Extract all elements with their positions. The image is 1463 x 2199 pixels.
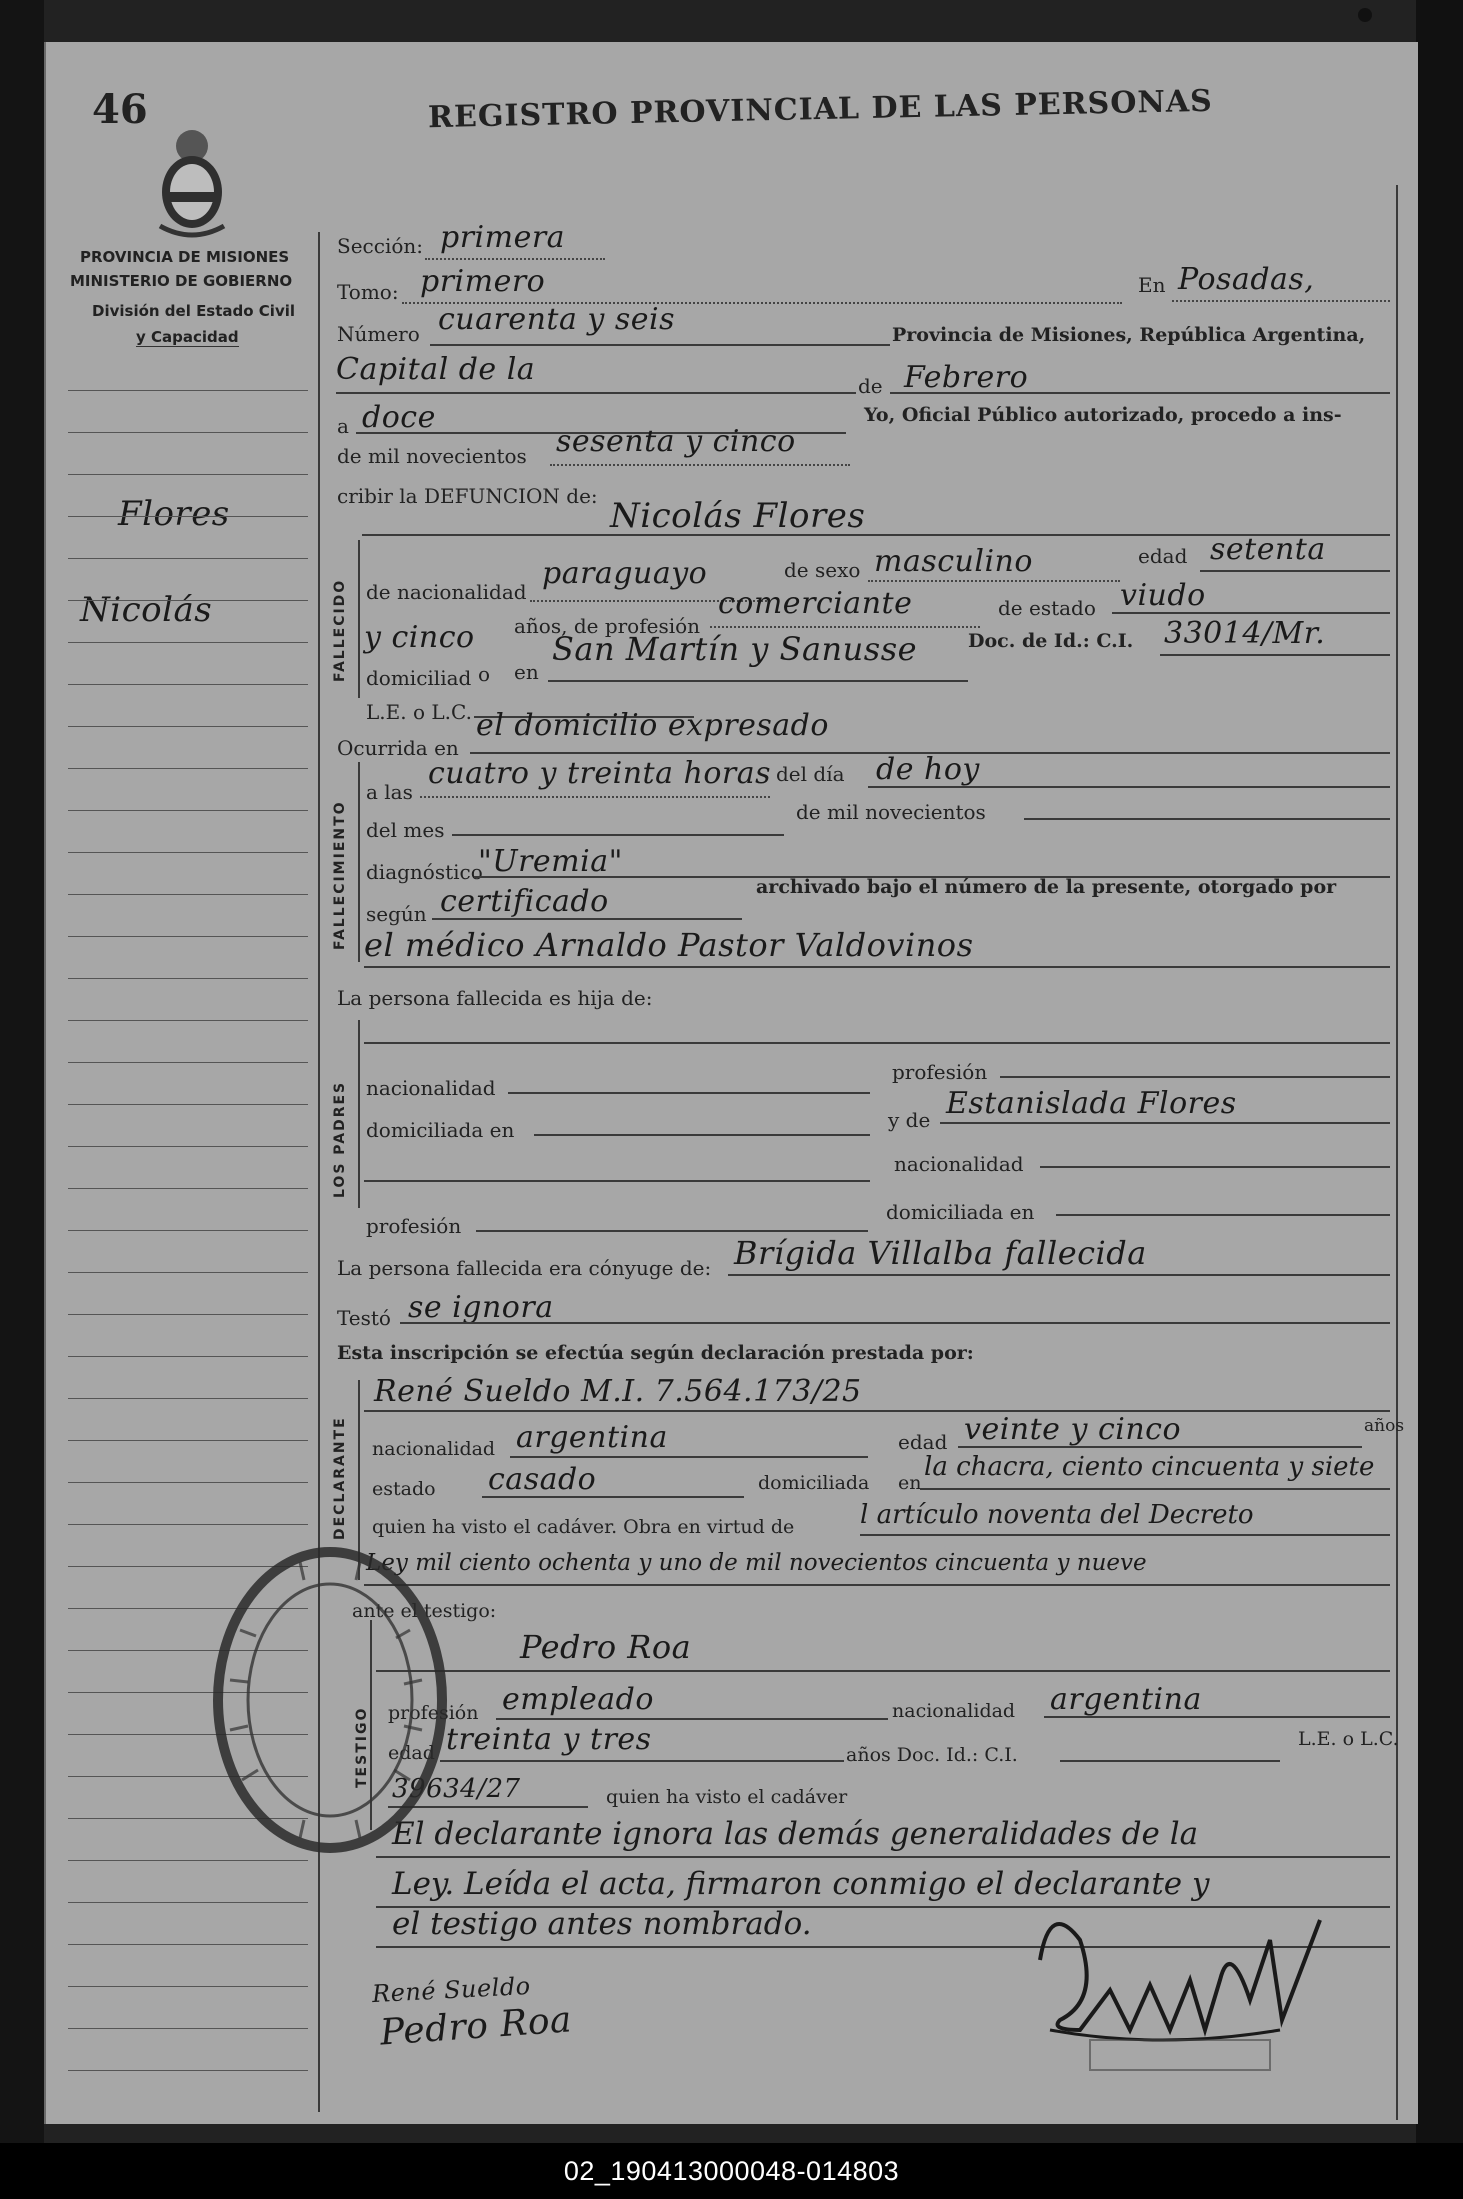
testigo-side-label: TESTIGO (354, 1706, 370, 1788)
test-le-lc-label: L.E. o L.C. (1298, 1728, 1399, 1750)
medico-value: el médico Arnaldo Pastor Valdovinos (364, 926, 974, 964)
testo-label: Testó (337, 1306, 391, 1330)
margin-ruled-line (68, 978, 308, 979)
margin-ruled-line (68, 600, 308, 601)
decl-nacionalidad-value: argentina (516, 1420, 668, 1455)
margin-ruled-line (68, 558, 308, 559)
en-label: En (1138, 273, 1166, 297)
edad-line (1200, 570, 1390, 572)
page-number: 46 (92, 86, 148, 133)
margin-ruled-line (68, 1062, 308, 1063)
tomo-label: Tomo: (337, 280, 399, 304)
margin-ruled-line (68, 852, 308, 853)
capital-value: Capital de la (336, 352, 536, 387)
margin-ruled-line (68, 1188, 308, 1189)
numero-label: Número (337, 322, 420, 346)
fallecimiento-side-label: FALLECIMIENTO (332, 800, 348, 950)
edad-label: edad (1138, 544, 1188, 568)
margin-surname: Flores (118, 494, 230, 534)
test-edad-line (440, 1760, 844, 1762)
margin-given-name: Nicolás (80, 590, 213, 630)
doc-line (1160, 654, 1390, 656)
binding-hole (1358, 8, 1372, 22)
decl-estado-value: casado (488, 1462, 597, 1497)
segun-label: según (366, 902, 427, 926)
doc-value: 33014/Mr. (1164, 616, 1326, 651)
del-mes-line (452, 834, 784, 836)
padres-section-bar (358, 1020, 360, 1208)
nacionalidad-value: paraguayo (542, 556, 708, 591)
test-edad-value: treinta y tres (446, 1722, 652, 1757)
closing-line-2: Ley. Leída el acta, firmaron conmigo el declarante y (392, 1866, 1210, 1902)
provincia-text: Provincia de Misiones, República Argentina, (892, 324, 1366, 346)
madre-domiciliada-label: domiciliada en (886, 1200, 1035, 1224)
test-visto-text: quien ha visto el cadáver (606, 1786, 848, 1808)
madre-nacionalidad-line (1040, 1166, 1390, 1168)
test-nacionalidad-label: nacionalidad (892, 1700, 1016, 1722)
a-las-label: a las (366, 780, 413, 804)
y-de-label: y de (888, 1108, 931, 1132)
anio-value: sesenta y cinco (556, 424, 796, 459)
decl-edad-value: veinte y cinco (964, 1412, 1182, 1447)
decl-domiciliada-label: domiciliada (758, 1472, 870, 1494)
mil-novecientos-2-line (1024, 818, 1390, 820)
madre-domiciliada-line (1056, 1214, 1390, 1216)
decl-domicilio-value: la chacra, ciento cincuenta y siete (924, 1452, 1375, 1482)
numero-value: cuarenta y seis (438, 302, 676, 337)
en-value: Posadas, (1178, 262, 1315, 297)
margin-ruled-line (68, 1944, 308, 1945)
seccion-value: primera (440, 220, 566, 255)
margin-ruled-line (68, 1230, 308, 1231)
padres-profesion-2-label: profesión (366, 1214, 462, 1238)
decl-edad-label: edad (898, 1430, 948, 1454)
edad-value: setenta (1210, 532, 1326, 567)
margin-ruled-line (68, 390, 308, 391)
fallecido-section-bar (358, 540, 360, 698)
margin-ruled-line (68, 1398, 308, 1399)
margin-ruled-line (68, 1356, 308, 1357)
testigo-name: Pedro Roa (520, 1628, 692, 1666)
a-label: a (337, 414, 349, 438)
cribir-text: cribir la DEFUNCION de: (337, 484, 598, 508)
diagnostico-label: diagnóstico (366, 860, 483, 884)
test-profesion-value: empleado (502, 1682, 654, 1717)
testo-line (400, 1322, 1390, 1324)
margin-ruled-line (68, 516, 308, 517)
decl-nacionalidad-line (510, 1456, 868, 1458)
medico-line (364, 966, 1390, 968)
margin-ruled-line (68, 726, 308, 727)
dept-line-1: PROVINCIA DE MISIONES (80, 248, 290, 266)
registry-round-stamp (200, 1540, 460, 1860)
closing-line-1: El declarante ignora las demás generalidades de la (392, 1816, 1199, 1852)
margin-ruled-line (68, 474, 308, 475)
numero-line (430, 344, 890, 346)
visto-text: quien ha visto el cadáver. Obra en virtud de (372, 1516, 795, 1538)
dia-value: doce (362, 400, 436, 435)
conyuge-value: Brígida Villalba fallecida (734, 1234, 1147, 1272)
profesion-value: comerciante (718, 586, 913, 621)
decl-estado-line (482, 1496, 744, 1498)
margin-ruled-line (68, 1146, 308, 1147)
del-dia-label: del día (776, 762, 845, 786)
margin-ruled-line (68, 894, 308, 895)
madre-nacionalidad-label: nacionalidad (894, 1152, 1024, 1176)
domiciliado-suffix: o (478, 662, 491, 686)
margin-ruled-line (68, 432, 308, 433)
padres-side-label: LOS PADRES (332, 1080, 348, 1198)
margin-ruled-line (68, 1272, 308, 1273)
domicilio-line (548, 680, 968, 682)
signature-declarante: René Sueldo (371, 1971, 532, 2009)
decl-domicilio-line (920, 1488, 1390, 1490)
hija-text: La persona fallecida es hija de: (337, 986, 653, 1010)
del-mes-label: del mes (366, 818, 445, 842)
margin-ruled-line (68, 936, 308, 937)
edad-cont-value: y cinco (364, 620, 475, 655)
estado-label: de estado (998, 596, 1096, 620)
margin-ruled-line (68, 1524, 308, 1525)
margin-ruled-line (68, 2028, 308, 2029)
dept-line-3: División del Estado Civil (92, 302, 296, 320)
test-nacionalidad-line (1044, 1716, 1390, 1718)
page-title: REGISTRO PROVINCIAL DE LAS PERSONAS (427, 83, 1214, 136)
conyuge-line (728, 1274, 1390, 1276)
domicilio-en-label: en (514, 660, 539, 684)
decreto-line (364, 1584, 1390, 1586)
decl-nacionalidad-label: nacionalidad (372, 1438, 496, 1460)
del-dia-value: de hoy (876, 752, 980, 787)
seccion-line (425, 258, 605, 260)
test-profesion-label: profesión (388, 1702, 479, 1724)
decl-edad-line (958, 1446, 1362, 1448)
declarante-name-line (364, 1410, 1390, 1412)
right-binding-edge (1416, 0, 1463, 2199)
test-doc-line (1060, 1760, 1280, 1762)
margin-ruled-line (68, 768, 308, 769)
margin-ruled-line (68, 642, 308, 643)
margin-ruled-line (68, 1440, 308, 1441)
declarante-name: René Sueldo M.I. 7.564.173/25 (374, 1374, 862, 1409)
margin-ruled-line (68, 1314, 308, 1315)
test-profesion-line (496, 1718, 888, 1720)
dept-line-4: y Capacidad (136, 328, 239, 346)
mil-novecientos-label: de mil novecientos (337, 444, 527, 468)
decl-estado-label: estado (372, 1478, 436, 1500)
padres-nacionalidad-line (508, 1092, 870, 1094)
dept-line-2: MINISTERIO DE GOBIERNO (70, 272, 293, 290)
capital-line (336, 392, 856, 394)
nacionalidad-label: de nacionalidad (366, 580, 527, 604)
mes-value: Febrero (904, 360, 1029, 395)
en-line (1172, 300, 1390, 302)
yo-text: Yo, Oficial Público autorizado, procedo a ins- (864, 404, 1342, 426)
tomo-value: primero (420, 264, 546, 299)
hora-value: cuatro y treinta horas (428, 756, 772, 791)
del-dia-line (868, 786, 1390, 788)
coat-of-arms-emblem (150, 126, 234, 244)
margin-ruled-line (68, 1104, 308, 1105)
seccion-label: Sección: (337, 234, 423, 258)
de-label: de (858, 374, 883, 398)
virtud-line (860, 1534, 1390, 1536)
declarante-side-label: DECLARANTE (332, 1416, 348, 1540)
closing-line-3: el testigo antes nombrado. (392, 1906, 812, 1942)
sexo-value: masculino (874, 544, 1033, 579)
testigo-label: ante el testigo: (352, 1600, 497, 1622)
padre-name-line (364, 1042, 1390, 1044)
conyuge-label: La persona fallecida era cónyuge de: (337, 1256, 712, 1280)
margin-ruled-line (68, 2070, 308, 2071)
segun-value: certificado (440, 884, 609, 919)
ocurrida-label: Ocurrida en (337, 736, 459, 760)
test-nacionalidad-value: argentina (1050, 1682, 1202, 1717)
margin-ruled-line (68, 1020, 308, 1021)
padres-profesion-2-line (476, 1230, 868, 1232)
hora-line (420, 796, 770, 798)
domiciliado-label: domiciliad (366, 666, 472, 690)
closing-rule-1 (376, 1856, 1390, 1858)
official-signature-scribble (1020, 1880, 1380, 2080)
test-anios-doc-label: años Doc. Id.: C.I. (846, 1744, 1018, 1766)
estado-value: viudo (1120, 578, 1206, 613)
estado-line (1112, 612, 1390, 614)
ocurrida-value: el domicilio expresado (476, 708, 829, 743)
margin-ruled-line (68, 1482, 308, 1483)
fallecido-name: Nicolás Flores (610, 496, 866, 536)
decreto-value: Ley mil ciento ochenta y uno de mil novecientos cincuenta y nueve (366, 1550, 1147, 1576)
profesion-line (710, 626, 980, 628)
mil-novecientos-2-label: de mil novecientos (796, 800, 986, 824)
padres-domiciliada-label: domiciliada en (366, 1118, 515, 1142)
left-binding-edge (0, 0, 44, 2199)
madre-line (940, 1122, 1390, 1124)
archivado-text: archivado bajo el número de la presente, otorgado por (756, 876, 1337, 898)
test-edad-label: edad (388, 1742, 435, 1764)
le-lc-label: L.E. o L.C. (366, 700, 472, 724)
padres-domiciliada-line (534, 1134, 870, 1136)
margin-ruled-line (68, 684, 308, 685)
test-ci-value: 39634/27 (392, 1774, 521, 1804)
sexo-line (868, 580, 1120, 582)
mes-line (890, 392, 1390, 394)
doc-label: Doc. de Id.: C.I. (968, 630, 1134, 652)
sexo-label: de sexo (784, 558, 861, 582)
testigo-name-line (376, 1670, 1390, 1672)
segun-line (432, 918, 742, 920)
padres-profesion-line (1000, 1076, 1390, 1078)
domicilio-value: San Martín y Sanusse (552, 630, 918, 668)
madre-name: Estanislada Flores (946, 1086, 1237, 1121)
diagnostico-value: "Uremia" (478, 844, 623, 879)
margin-ruled-line (68, 1860, 308, 1861)
fallecimiento-section-bar (358, 762, 360, 962)
padres-nacionalidad-label: nacionalidad (366, 1076, 496, 1100)
anio-line (550, 464, 850, 466)
testo-value: se ignora (408, 1290, 554, 1325)
margin-ruled-line (68, 1902, 308, 1903)
padres-blank-line (364, 1180, 870, 1182)
virtud-value: l artículo noventa del Decreto (860, 1500, 1254, 1530)
decl-en-label: en (898, 1472, 922, 1494)
file-id-footer: 02_190413000048-014803 (0, 2143, 1463, 2199)
decl-anios-label: años (1364, 1416, 1405, 1436)
fallecido-side-label: FALLECIDO (332, 578, 348, 682)
anios-profesion-label: años, de profesión (514, 614, 701, 638)
margin-ruled-line (68, 810, 308, 811)
margin-ruled-line (68, 1986, 308, 1987)
inscripcion-text: Esta inscripción se efectúa según declaración prestada por: (337, 1342, 974, 1364)
right-border (1396, 185, 1398, 2120)
padres-profesion-label: profesión (892, 1060, 988, 1084)
signature-testigo: Pedro Roa (378, 1999, 574, 2054)
